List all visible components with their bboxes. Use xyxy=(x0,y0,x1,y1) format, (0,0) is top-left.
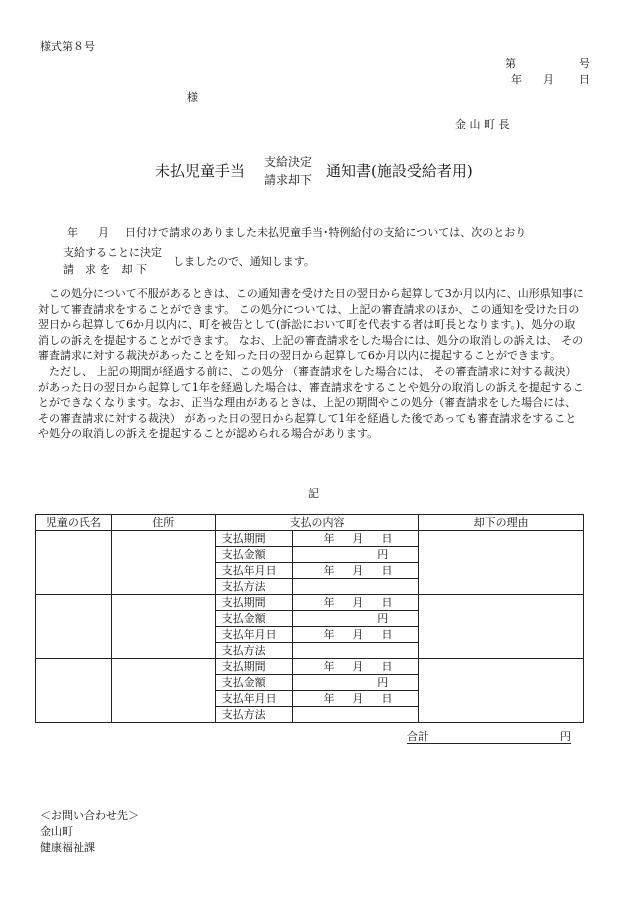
pay-date-value[interactable] xyxy=(293,691,419,707)
unit-yen: 円 xyxy=(377,548,389,561)
label-amount: 支払金額 xyxy=(215,611,293,627)
intro-year: 年 xyxy=(67,226,78,239)
label-method: 支払方法 xyxy=(215,643,293,659)
label-period: 支払期間 xyxy=(215,659,293,675)
child-name-cell[interactable] xyxy=(36,659,112,723)
reject-reason-cell[interactable] xyxy=(419,595,584,659)
unit-day: 日 xyxy=(381,692,393,705)
unit-month: 月 xyxy=(352,532,364,545)
intro-month: 月 xyxy=(98,226,109,239)
title-left: 未払児童手当 xyxy=(155,162,246,180)
doc-number-prefix: 第 xyxy=(505,57,516,70)
unit-year: 年 xyxy=(323,564,335,577)
amount-value[interactable] xyxy=(293,675,419,691)
label-pay-date: 支払年月日 xyxy=(215,563,293,579)
unit-yen: 円 xyxy=(377,676,389,689)
header-address: 住所 xyxy=(111,515,215,531)
title-right: 通知書(施設受給者用) xyxy=(326,162,473,180)
title-option-reject: 請求却下 xyxy=(264,173,313,187)
period-value[interactable] xyxy=(293,595,419,611)
address-cell[interactable] xyxy=(111,595,215,659)
period-value[interactable] xyxy=(293,531,419,547)
amount-value[interactable] xyxy=(293,611,419,627)
total-yen: 円 xyxy=(560,730,571,743)
notice-paragraph-1: この処分について不服があるときは、この通知書を受けた日の翌日から起算して3か月以内に、山形県知事に対して審査請求をすることができます。 この処分については、上記の審査請求のほか、この通知を受けた日の翌日から起算して6か月以内に、町を被告として(訴訟において町を代表する者は町長となります。)、処分の取消しの訴えを提起することができます。 なお、上記の審査請求をした場合には、処分の取消しの訴えは、 その審査請求に対する裁決があったことを知った日の翌日から起算して6か月以内に提起することができます。 xyxy=(38,287,584,363)
unit-month: 月 xyxy=(352,692,364,705)
header-child-name: 児童の氏名 xyxy=(36,515,112,531)
ki-label: 記 xyxy=(308,487,319,500)
amount-value[interactable] xyxy=(293,547,419,563)
reject-reason-cell[interactable] xyxy=(419,659,584,723)
intro-choice-approve: 支給することに決定 xyxy=(63,246,162,259)
contact-heading: ＜お問い合わせ先＞ xyxy=(40,809,139,822)
child-name-cell[interactable] xyxy=(36,595,112,659)
contact-dept: 健康福祉課 xyxy=(40,841,95,854)
total-line[interactable] xyxy=(407,728,571,744)
unit-month: 月 xyxy=(352,628,364,641)
notice-paragraph-2: ただし、 上記の期間が経過する前に、この処分 （審査請求をした場合には、 その審査請求に対する裁決） があった日の翌日から起算して1年を経過した場合は、審査請求をすることや処分の取消しの訴えを提起することができなくなります。なお、正当な理由があるときは、上記の期間やこの処分（審査請求をした場合には、 その審査請求に対する裁決） があった日の翌日から起算して1年を経過した後であっても審査請求をすることや処分の取消しの訴えを提起することが認められる場合があります。 xyxy=(38,364,584,441)
label-amount: 支払金額 xyxy=(215,547,293,563)
address-cell[interactable] xyxy=(111,659,215,723)
method-value[interactable] xyxy=(293,643,419,659)
doc-date-year: 年 xyxy=(511,73,522,86)
label-method: 支払方法 xyxy=(215,579,293,595)
header-payment: 支払の内容 xyxy=(215,515,419,531)
header-reject-reason: 却下の理由 xyxy=(419,515,584,531)
label-pay-date: 支払年月日 xyxy=(215,691,293,707)
label-period: 支払期間 xyxy=(215,531,293,547)
address-cell[interactable] xyxy=(111,531,215,595)
addressee-suffix: 様 xyxy=(187,91,198,104)
intro-choice-reject: 請 求 を 却 下 xyxy=(63,263,147,276)
table-row xyxy=(36,659,584,675)
period-value[interactable] xyxy=(293,659,419,675)
doc-date-month: 月 xyxy=(543,73,554,86)
table-header-row xyxy=(36,515,584,531)
unit-month: 月 xyxy=(352,596,364,609)
table-row xyxy=(36,595,584,611)
label-method: 支払方法 xyxy=(215,707,293,723)
payment-table xyxy=(35,514,584,723)
contact-org: 金山町 xyxy=(40,825,73,838)
unit-day: 日 xyxy=(381,532,393,545)
title-option-approve: 支給決定 xyxy=(264,155,313,169)
pay-date-value[interactable] xyxy=(293,627,419,643)
unit-month: 月 xyxy=(352,564,364,577)
notice-text xyxy=(38,286,585,442)
label-period: 支払期間 xyxy=(215,595,293,611)
doc-number-suffix: 号 xyxy=(579,57,590,70)
unit-yen: 円 xyxy=(377,612,389,625)
unit-year: 年 xyxy=(323,532,335,545)
intro-text: 日付けで請求のありました未払児童手当･特例給付の支給については、次のとおり xyxy=(125,226,527,239)
unit-year: 年 xyxy=(323,692,335,705)
unit-year: 年 xyxy=(323,628,335,641)
intro-ending: しましたので、通知します。 xyxy=(173,255,315,268)
form-number: 様式第８号 xyxy=(40,40,95,53)
unit-year: 年 xyxy=(323,596,335,609)
total-label: 合計 xyxy=(407,730,429,743)
unit-day: 日 xyxy=(381,628,393,641)
label-pay-date: 支払年月日 xyxy=(215,627,293,643)
unit-day: 日 xyxy=(381,660,393,673)
doc-date-day: 日 xyxy=(579,73,590,86)
pay-date-value[interactable] xyxy=(293,563,419,579)
method-value[interactable] xyxy=(293,707,419,723)
issuer: 金 山 町 長 xyxy=(455,118,510,131)
child-name-cell[interactable] xyxy=(36,531,112,595)
reject-reason-cell[interactable] xyxy=(419,531,584,595)
unit-day: 日 xyxy=(381,596,393,609)
table-row xyxy=(36,531,584,547)
unit-year: 年 xyxy=(323,660,335,673)
unit-month: 月 xyxy=(352,660,364,673)
unit-day: 日 xyxy=(381,564,393,577)
label-amount: 支払金額 xyxy=(215,675,293,691)
method-value[interactable] xyxy=(293,579,419,595)
